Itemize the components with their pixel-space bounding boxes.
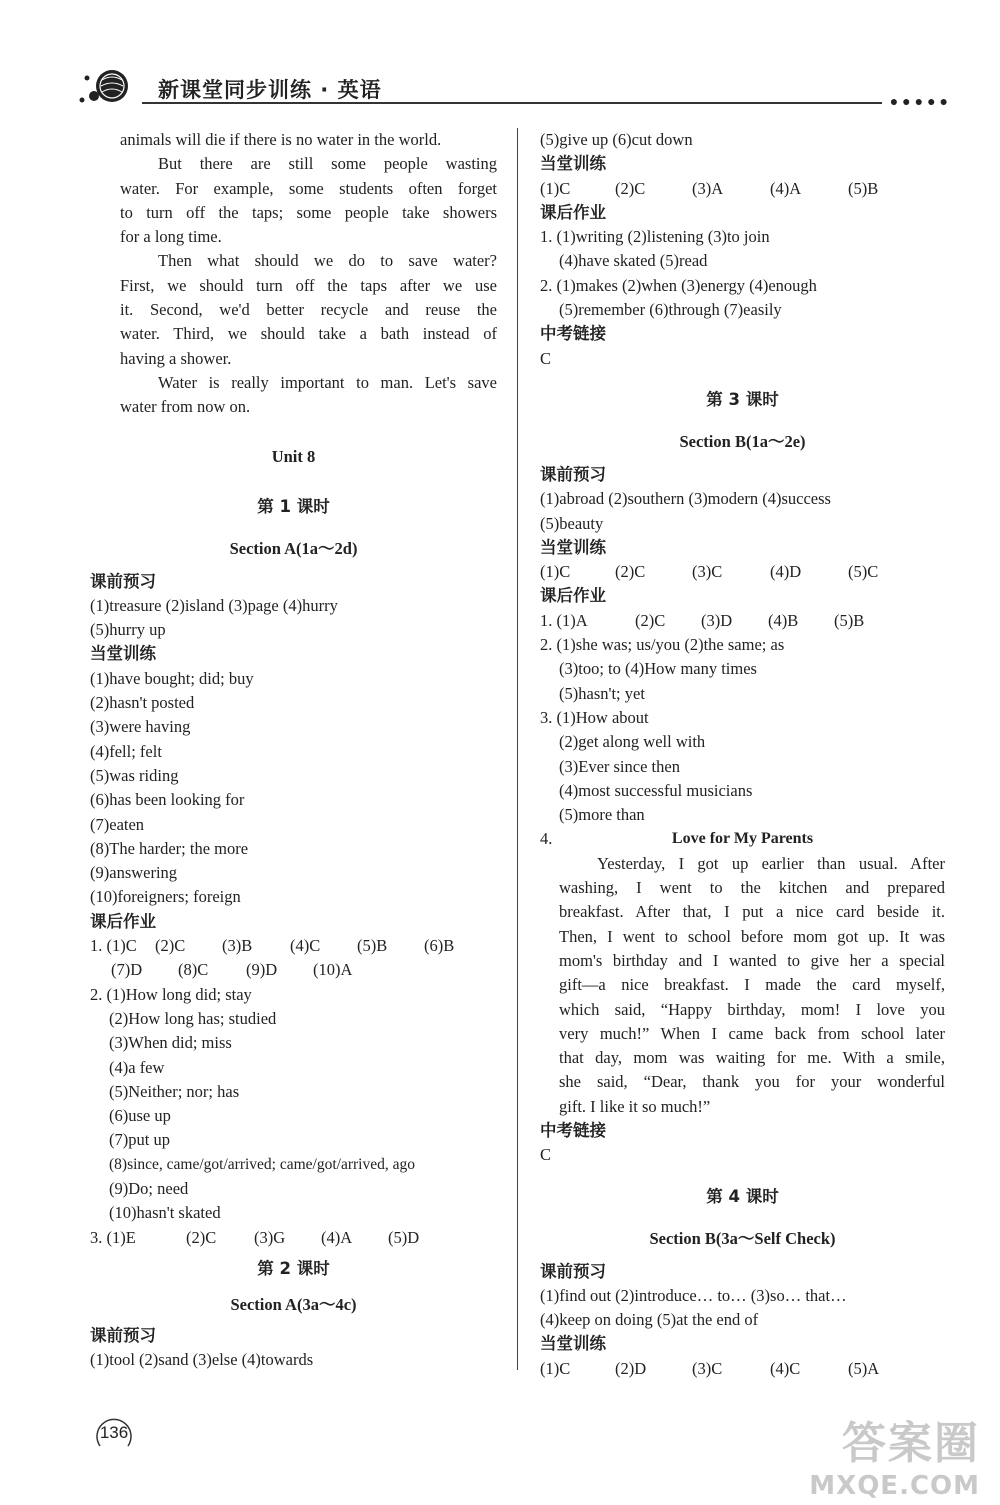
answer-line: (7)eaten <box>90 814 145 834</box>
answer-cell: (4)C <box>290 936 321 956</box>
header-title: 新课堂同步训练 · 英语 <box>158 78 382 102</box>
header-rule <box>142 102 882 104</box>
answer-cell: (3)G <box>254 1227 286 1247</box>
answer-line: (2)hasn't posted <box>90 693 195 713</box>
answer-line: (2)How long has; studied <box>109 1008 277 1028</box>
right-column <box>540 128 945 1381</box>
section-title: Section B(1a～2e) <box>679 431 806 451</box>
answer-line: (3)Ever since then <box>559 756 680 776</box>
answer-cell: (8)C <box>178 960 209 980</box>
heading-class: 当堂训练 <box>540 1334 606 1354</box>
passage-line: gift—a nice breakfast. I made the card myself, <box>559 975 945 995</box>
answer-cell: (3)C <box>692 562 723 582</box>
answer-row <box>540 560 945 584</box>
watermark <box>780 1407 980 1501</box>
answer-line: 2. (1)makes (2)when (3)energy (4)enough <box>540 275 817 295</box>
answer-cell: (3)C <box>692 1358 723 1378</box>
answer-line: (3)too; to (4)How many times <box>559 659 757 679</box>
answer-row <box>90 1226 497 1250</box>
answer-cell: 1. (1)A <box>540 610 588 630</box>
answer-cell: 3. (1)E <box>90 1227 136 1247</box>
answer-line: (5)more than <box>559 805 645 825</box>
answer-line: (7)put up <box>109 1130 170 1150</box>
essay-line: Then what should we do to save water? <box>158 251 497 271</box>
watermark-url: MXQE.COM <box>809 1471 980 1501</box>
essay-line: it. Second, we'd better recycle and reuse the <box>120 300 497 320</box>
essay-line: animals will die if there is no water in the world. <box>120 130 442 149</box>
answer-line: 1. (1)writing (2)listening (3)to join <box>540 227 770 247</box>
answer-line: (5)hasn't; yet <box>559 683 645 703</box>
answer-cell: (2)C <box>186 1227 217 1247</box>
answer-line: (10)foreigners; foreign <box>90 887 241 907</box>
lesson-title: 第 3 课时 <box>706 389 779 409</box>
answer-line: (5)Neither; nor; has <box>109 1081 240 1101</box>
answer-line: (9)answering <box>90 863 178 883</box>
header-dots: ●●●●● <box>889 95 952 110</box>
essay-line: having a shower. <box>120 348 232 368</box>
answer-line: C <box>540 1145 552 1165</box>
answer-line: (4)keep on doing (5)at the end of <box>540 1310 759 1330</box>
answer-line: 2. (1)she was; us/you (2)the same; as <box>540 635 785 655</box>
answer-line: C <box>540 348 552 368</box>
answer-cell: (4)B <box>768 610 799 630</box>
answer-cell: (5)B <box>834 610 865 630</box>
answer-cell: (2)D <box>615 1358 647 1378</box>
left-column <box>90 128 497 1372</box>
answer-line: (3)were having <box>90 717 191 737</box>
watermark-logo: 答案圈 <box>842 1418 980 1469</box>
answer-row <box>90 934 497 958</box>
answer-cell: (3)A <box>692 178 724 198</box>
answer-cell: (2)C <box>635 610 666 630</box>
page-header <box>72 64 952 110</box>
answer-cell: (9)D <box>246 960 278 980</box>
passage-line: that day, mom was waiting for me. With a smile, <box>559 1048 945 1068</box>
answer-row <box>540 177 945 201</box>
passage-line: washing, I went to the kitchen and prepared <box>559 878 945 898</box>
answer-line: (10)hasn't skated <box>109 1203 221 1223</box>
answer-cell: (5)B <box>357 936 388 956</box>
passage-title: Love for My Parents <box>671 830 814 848</box>
heading-class: 当堂训练 <box>540 537 606 557</box>
answer-cell: (1)C <box>540 562 571 582</box>
answer-cell: (3)D <box>701 610 733 630</box>
essay-line: for a long time. <box>120 227 222 247</box>
essay-line: Water is really important to man. Let's save <box>158 372 497 392</box>
heading-preview: 课前预习 <box>90 571 156 591</box>
essay-line: water. Third, we should take a bath instead of <box>120 324 497 344</box>
passage-line: gift. I like it so much!” <box>559 1096 711 1116</box>
answer-line: (1)tool (2)sand (3)else (4)towards <box>90 1350 314 1370</box>
answer-cell: (6)B <box>424 936 455 956</box>
heading-class: 当堂训练 <box>540 154 606 174</box>
heading-homework: 课后作业 <box>90 911 156 931</box>
answer-line: (3)When did; miss <box>109 1033 232 1053</box>
heading-link: 中考链接 <box>540 1120 606 1140</box>
answer-cell: (5)B <box>848 178 879 198</box>
answer-line: (5)beauty <box>540 513 604 533</box>
passage <box>540 852 945 1119</box>
section-title: Section B(3a～Self Check) <box>649 1228 836 1248</box>
heading-preview: 课前预习 <box>540 464 606 484</box>
passage-line: Yesterday, I got up earlier than usual. After <box>597 853 945 873</box>
heading-homework: 课后作业 <box>540 586 606 606</box>
answer-line: (4)fell; felt <box>90 741 162 761</box>
passage-line: which said, “Happy birthday, mom! I love you <box>559 999 945 1019</box>
answer-cell: 1. (1)C <box>90 936 137 956</box>
answer-line: (8)since, came/got/arrived; came/got/arrived, ago <box>109 1155 415 1173</box>
answer-line: (6)use up <box>109 1106 171 1126</box>
question-number: 4. <box>540 829 553 849</box>
answer-line: (5)was riding <box>90 765 179 785</box>
answer-line: (5)hurry up <box>90 620 166 640</box>
answer-cell: (3)B <box>222 936 253 956</box>
answer-cell: (2)C <box>615 178 646 198</box>
answer-line: (6)has been looking for <box>90 790 245 810</box>
heading-class: 当堂训练 <box>90 644 156 664</box>
heading-homework: 课后作业 <box>540 202 606 222</box>
heading-preview: 课前预习 <box>540 1261 606 1281</box>
heading-preview: 课前预习 <box>90 1325 156 1345</box>
answer-cell: (4)C <box>770 1358 801 1378</box>
section-title: Section A(3a～4c) <box>230 1294 357 1314</box>
essay-line: But there are still some people wasting <box>158 154 497 174</box>
answer-cell: (4)A <box>321 1227 353 1247</box>
answer-line: (8)The harder; the more <box>90 838 249 858</box>
essay-line: to turn off the taps; some people take showers <box>120 202 497 222</box>
passage-line: she said, “Dear, thank you for your wonderful <box>559 1072 945 1092</box>
passage-line: breakfast. After that, I put a nice card beside it. <box>559 902 945 922</box>
essay-line: water. For example, some students often forget <box>120 178 497 198</box>
page-number: 136 <box>99 1423 129 1442</box>
column-divider <box>517 128 518 1370</box>
passage-line: very much!” When I came back from school later <box>559 1023 945 1043</box>
answer-line: (9)Do; need <box>109 1178 189 1198</box>
answer-cell: (5)C <box>848 562 879 582</box>
answer-line: (4)have skated (5)read <box>559 251 708 271</box>
answer-cell: (1)C <box>540 178 571 198</box>
answer-line: 3. (1)How about <box>540 707 649 727</box>
answer-cell: (1)C <box>540 1358 571 1378</box>
answer-line: (1)abroad (2)southern (3)modern (4)success <box>540 489 831 509</box>
answer-cell: (5)D <box>388 1227 420 1247</box>
essay-line: First, we should turn off the taps after we use <box>120 275 497 295</box>
heading-link: 中考链接 <box>540 324 606 344</box>
answer-cell: (4)D <box>770 562 802 582</box>
answer-line: (1)find out (2)introduce… to… (3)so… that… <box>540 1285 847 1305</box>
answer-row <box>540 609 945 633</box>
answer-line: (5)remember (6)through (7)easily <box>559 300 782 320</box>
answer-line: (4)most successful musicians <box>559 780 753 800</box>
lesson-title: 第 2 课时 <box>257 1258 330 1278</box>
answer-cell: (10)A <box>313 960 353 980</box>
section-title: Section A(1a～2d) <box>229 538 358 558</box>
passage-heading-row <box>540 827 945 851</box>
unit-title: Unit 8 <box>271 446 316 466</box>
page-number-badge <box>94 1412 134 1452</box>
answer-cell: (2)C <box>155 936 186 956</box>
lesson-title: 第 1 课时 <box>257 496 330 516</box>
answer-row <box>540 1357 945 1381</box>
passage-line: Then, I went to school before mom got up. It was <box>559 926 945 946</box>
answer-line: (4)a few <box>109 1057 165 1077</box>
answer-line: (1)have bought; did; buy <box>90 668 254 688</box>
answer-row <box>90 958 497 982</box>
answer-cell: (2)C <box>615 562 646 582</box>
lesson-title: 第 4 课时 <box>706 1186 779 1206</box>
essay-line: water from now on. <box>120 397 251 417</box>
answer-line: (1)treasure (2)island (3)page (4)hurry <box>90 595 338 615</box>
answer-line: 2. (1)How long did; stay <box>90 984 252 1004</box>
answer-cell: (4)A <box>770 178 802 198</box>
answer-cell: (7)D <box>111 960 143 980</box>
book-logo-icon <box>72 66 132 106</box>
passage-line: mom's birthday and I wanted to give her a special <box>559 950 945 970</box>
answer-line: (5)give up (6)cut down <box>540 130 693 149</box>
answer-cell: (5)A <box>848 1358 880 1378</box>
answer-line: (2)get along well with <box>559 732 706 752</box>
